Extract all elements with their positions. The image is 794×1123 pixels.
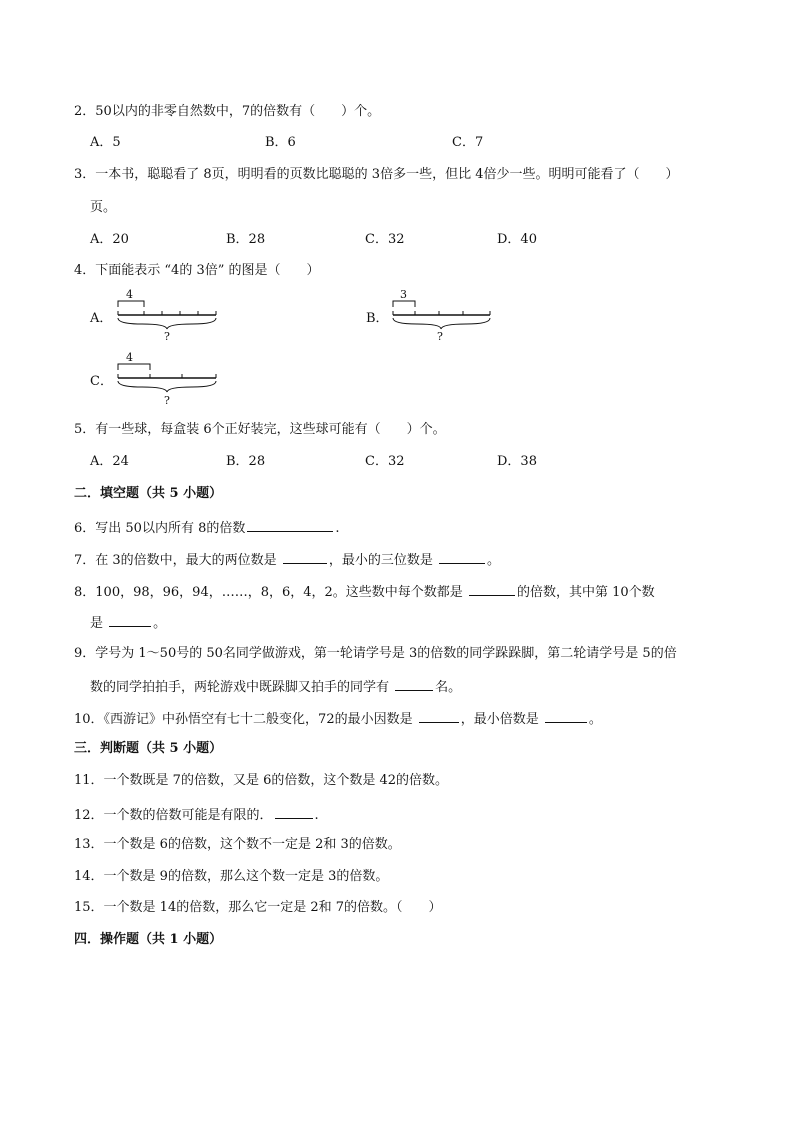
fig-c-question-mark: ? (164, 394, 170, 407)
question-10 (74, 709, 602, 728)
question-8 (74, 582, 655, 601)
question-15: 15．一个数是 14的倍数，那么它一定是 2和 7的倍数。（ ） (74, 900, 442, 915)
q8-blank-2[interactable] (109, 613, 151, 627)
q2-option-b[interactable]: B．6 (265, 135, 296, 150)
q12-end: . (314, 808, 319, 823)
q9-answer-blank[interactable] (395, 677, 433, 691)
q9-cont-text: 数的同学拍拍手，两轮游戏中既跺脚又拍手的同学有 (90, 680, 394, 695)
question-6 (74, 518, 340, 537)
q8-text: 8．100，98，96，94，……，8，6，4，2。这些数中每个数都是 (74, 585, 467, 600)
q8-cont-end: 。 (153, 616, 167, 631)
question-9: 9．学号为 1～50号的 50名同学做游戏，第一轮请学号是 3的倍数的同学跺跺脚，第二轮请学号是 5的倍 (74, 646, 677, 661)
section-2-heading: 二．填空题（共 5 小题） (74, 486, 223, 501)
q8-cont-text: 是 (90, 616, 108, 631)
fig-c-top-label: 4 (126, 351, 133, 364)
q5-option-a[interactable]: A．24 (90, 454, 129, 469)
q3-option-d[interactable]: D．40 (497, 232, 537, 247)
q4-figure-a[interactable] (114, 287, 220, 347)
q8-mid: 的倍数，其中第 10个数 (516, 585, 655, 600)
q12-text: 12．一个数的倍数可能是有限的． (74, 808, 273, 823)
fig-b-question-mark: ? (437, 330, 443, 343)
fig-a-question-mark: ? (164, 330, 170, 343)
question-9-continued (90, 677, 461, 696)
q3-option-b[interactable]: B．28 (226, 232, 266, 247)
question-11: 11．一个数既是 7的倍数，又是 6的倍数，这个数是 42的倍数。 (74, 773, 449, 788)
q4-option-a-label[interactable]: A． (90, 311, 113, 326)
q4-figure-b[interactable] (389, 287, 495, 347)
q5-option-c[interactable]: C．32 (365, 454, 405, 469)
q5-option-b[interactable]: B．28 (226, 454, 266, 469)
q4-option-c-label[interactable]: C． (90, 374, 113, 389)
q7-blank-1[interactable] (283, 550, 327, 564)
q9-cont-end: 名。 (435, 680, 462, 695)
question-2: 2．50以内的非零自然数中，7的倍数有（ ）个。 (74, 104, 381, 119)
question-13: 13．一个数是 6的倍数，这个数不一定是 2和 3的倍数。 (74, 837, 401, 852)
question-14: 14．一个数是 9的倍数，那么这个数一定是 3的倍数。 (74, 869, 389, 884)
question-12 (74, 805, 319, 824)
question-7 (74, 550, 500, 569)
question-8-continued (90, 613, 166, 632)
q7-blank-2[interactable] (439, 550, 485, 564)
fig-b-top-label: 3 (400, 288, 407, 301)
q10-blank-2[interactable] (545, 709, 587, 723)
q5-option-d[interactable]: D．38 (497, 454, 537, 469)
question-4: 4．下面能表示 “4的 3倍” 的图是（ ） (74, 263, 320, 278)
q10-mid: ，最小倍数是 (460, 712, 543, 727)
q2-option-a[interactable]: A．5 (90, 135, 121, 150)
q8-blank-1[interactable] (469, 582, 515, 596)
q10-blank-1[interactable] (419, 709, 459, 723)
question-3: 3．一本书，聪聪看了 8页，明明看的页数比聪聪的 3倍多一些，但比 4倍少一些。明明可能看了（ ） (74, 167, 679, 182)
q4-figure-c[interactable] (114, 349, 220, 411)
section-3-heading: 三．判断题（共 5 小题） (74, 741, 223, 756)
q10-end: 。 (588, 712, 602, 727)
q10-text: 10．《西游记》中孙悟空有七十二般变化，72的最小因数是 (74, 712, 417, 727)
question-5: 5．有一些球，每盒装 6个正好装完，这些球可能有（ ）个。 (74, 422, 446, 437)
q7-text: 7．在 3的倍数中，最大的两位数是 (74, 553, 281, 568)
fig-a-top-label: 4 (126, 288, 133, 301)
q12-answer-blank[interactable] (275, 805, 313, 819)
q2-option-c[interactable]: C．7 (452, 135, 484, 150)
q4-option-b-label[interactable]: B． (366, 311, 389, 326)
q6-text: 6．写出 50以内所有 8的倍数 (74, 521, 246, 536)
q7-mid: ，最小的三位数是 (328, 553, 437, 568)
q3-option-c[interactable]: C．32 (365, 232, 405, 247)
question-3-continued: 页。 (90, 200, 117, 215)
q7-end: 。 (486, 553, 500, 568)
q3-option-a[interactable]: A．20 (90, 232, 129, 247)
q6-answer-blank[interactable] (247, 518, 333, 532)
section-4-heading: 四．操作题（共 1 小题） (74, 932, 223, 947)
q6-end: . (335, 521, 340, 536)
